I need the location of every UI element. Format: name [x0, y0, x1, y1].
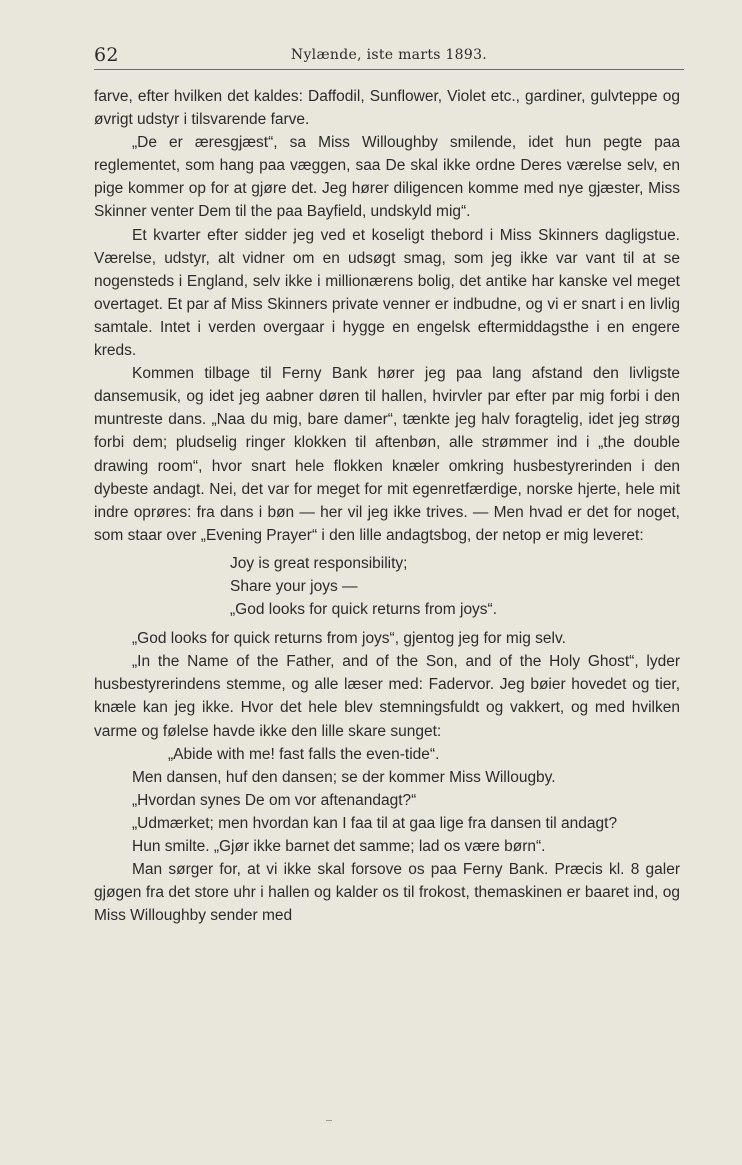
verse-line: „God looks for quick returns from joys“.	[230, 601, 498, 619]
paragraph: „De er æresgjæst“, sa Miss Willoughby smilende, idet hun pegte paa reglementet, som hang paa væggen, saa De skal ikke ordne Deres værelse selv, en pige kommer op for at gjøre det. Jeg hører diligencen komme med nye gjæster, Miss Skinner venter Dem til the paa Bayfield, undskyld mig“.	[94, 134, 680, 221]
verse-line: Joy is great responsibility;	[230, 554, 408, 572]
paragraph: „Hvordan synes De om vor aftenandagt?“	[132, 791, 417, 809]
verse-line: Share your joys —	[230, 577, 358, 595]
paragraph: „Udmærket; men hvordan kan I faa til at gaa lige fra dansen til andagt?	[132, 814, 618, 832]
paragraph: Man sørger for, at vi ikke skal forsove os paa Ferny Bank. Præcis kl. 8 galer gjøgen fra det store uhr i hallen og kalder os til frokost, themaskinen er baaret ind, og Miss Willoughby sender med	[94, 861, 680, 925]
page-header	[94, 44, 684, 68]
paragraph: „God looks for quick returns from joys“, gjentog jeg for mig selv.	[132, 630, 566, 648]
paragraph: „In the Name of the Father, and of the Son, and of the Holy Ghost“, lyder husbestyrerindens stemme, og alle læser med: Fadervor. Jeg bøier hovedet og tier, knæle kan jeg ikke. Hvor det hele blev stemningsfuldt og vakkert, og med hvilken varme og følelse havde ikke den lille skare sunget:	[94, 653, 680, 740]
header-rule	[94, 69, 684, 70]
page-number: 62	[94, 44, 119, 66]
paragraph: farve, efter hvilken det kaldes: Daffodil, Sunflower, Violet etc., gardiner, gulvteppe og øvrigt udstyr i tilsvarende farve.	[94, 88, 680, 129]
paragraph: Et kvarter efter sidder jeg ved et koseligt thebord i Miss Skinners dagligstue. Værelse, udstyr, alt vidner om en udsøgt smag, som jeg ikke var vant til at se nogensteds i England, selv ikke i millionærens bolig, det antike har kanske vel meget overtaget. Et par af Miss Skinners private venner er indbudne, og vi er snart i en livlig samtale. Intet i verden overgaar i hygge en engelsk eftermiddagsthe i en engere kreds.	[94, 226, 680, 360]
paragraph: Hun smilte. „Gjør ikke barnet det samme; lad os være børn“.	[132, 838, 546, 855]
hymn-quote: „Abide with me! fast falls the even-tide“.	[168, 745, 440, 763]
body-text	[94, 85, 680, 927]
paragraph: Kommen tilbage til Ferny Bank hører jeg paa lang afstand den livligste dansemusik, og idet jeg aabner døren til hallen, hvirvler par efter par mig forbi i den muntreste dans. „Naa du mig, bare damer“, tænkte jeg halv foragtelig, idet jeg strøg forbi dem; pludselig ringer klokken til aftenbøn, alle strømmer ind i „the double drawing room“, hvor snart hele flokken knæler omkring husbestyrerinden i den dybeste andagt. Nei, det var for meget for mit egenretfærdige, norske hjerte, hele mit indre oprøres: fra dans i bøn — her vil jeg ikke trives. — Men hvad er det for noget, som staar over „Evening Prayer“ i den lille andagtsbog, der netop er mig leveret:	[94, 365, 680, 544]
paragraph: Men dansen, huf den dansen; se der kommer Miss Willougby.	[132, 768, 556, 786]
running-title: Nylænde, iste marts 1893.	[290, 47, 488, 63]
footer-mark	[326, 1120, 332, 1121]
